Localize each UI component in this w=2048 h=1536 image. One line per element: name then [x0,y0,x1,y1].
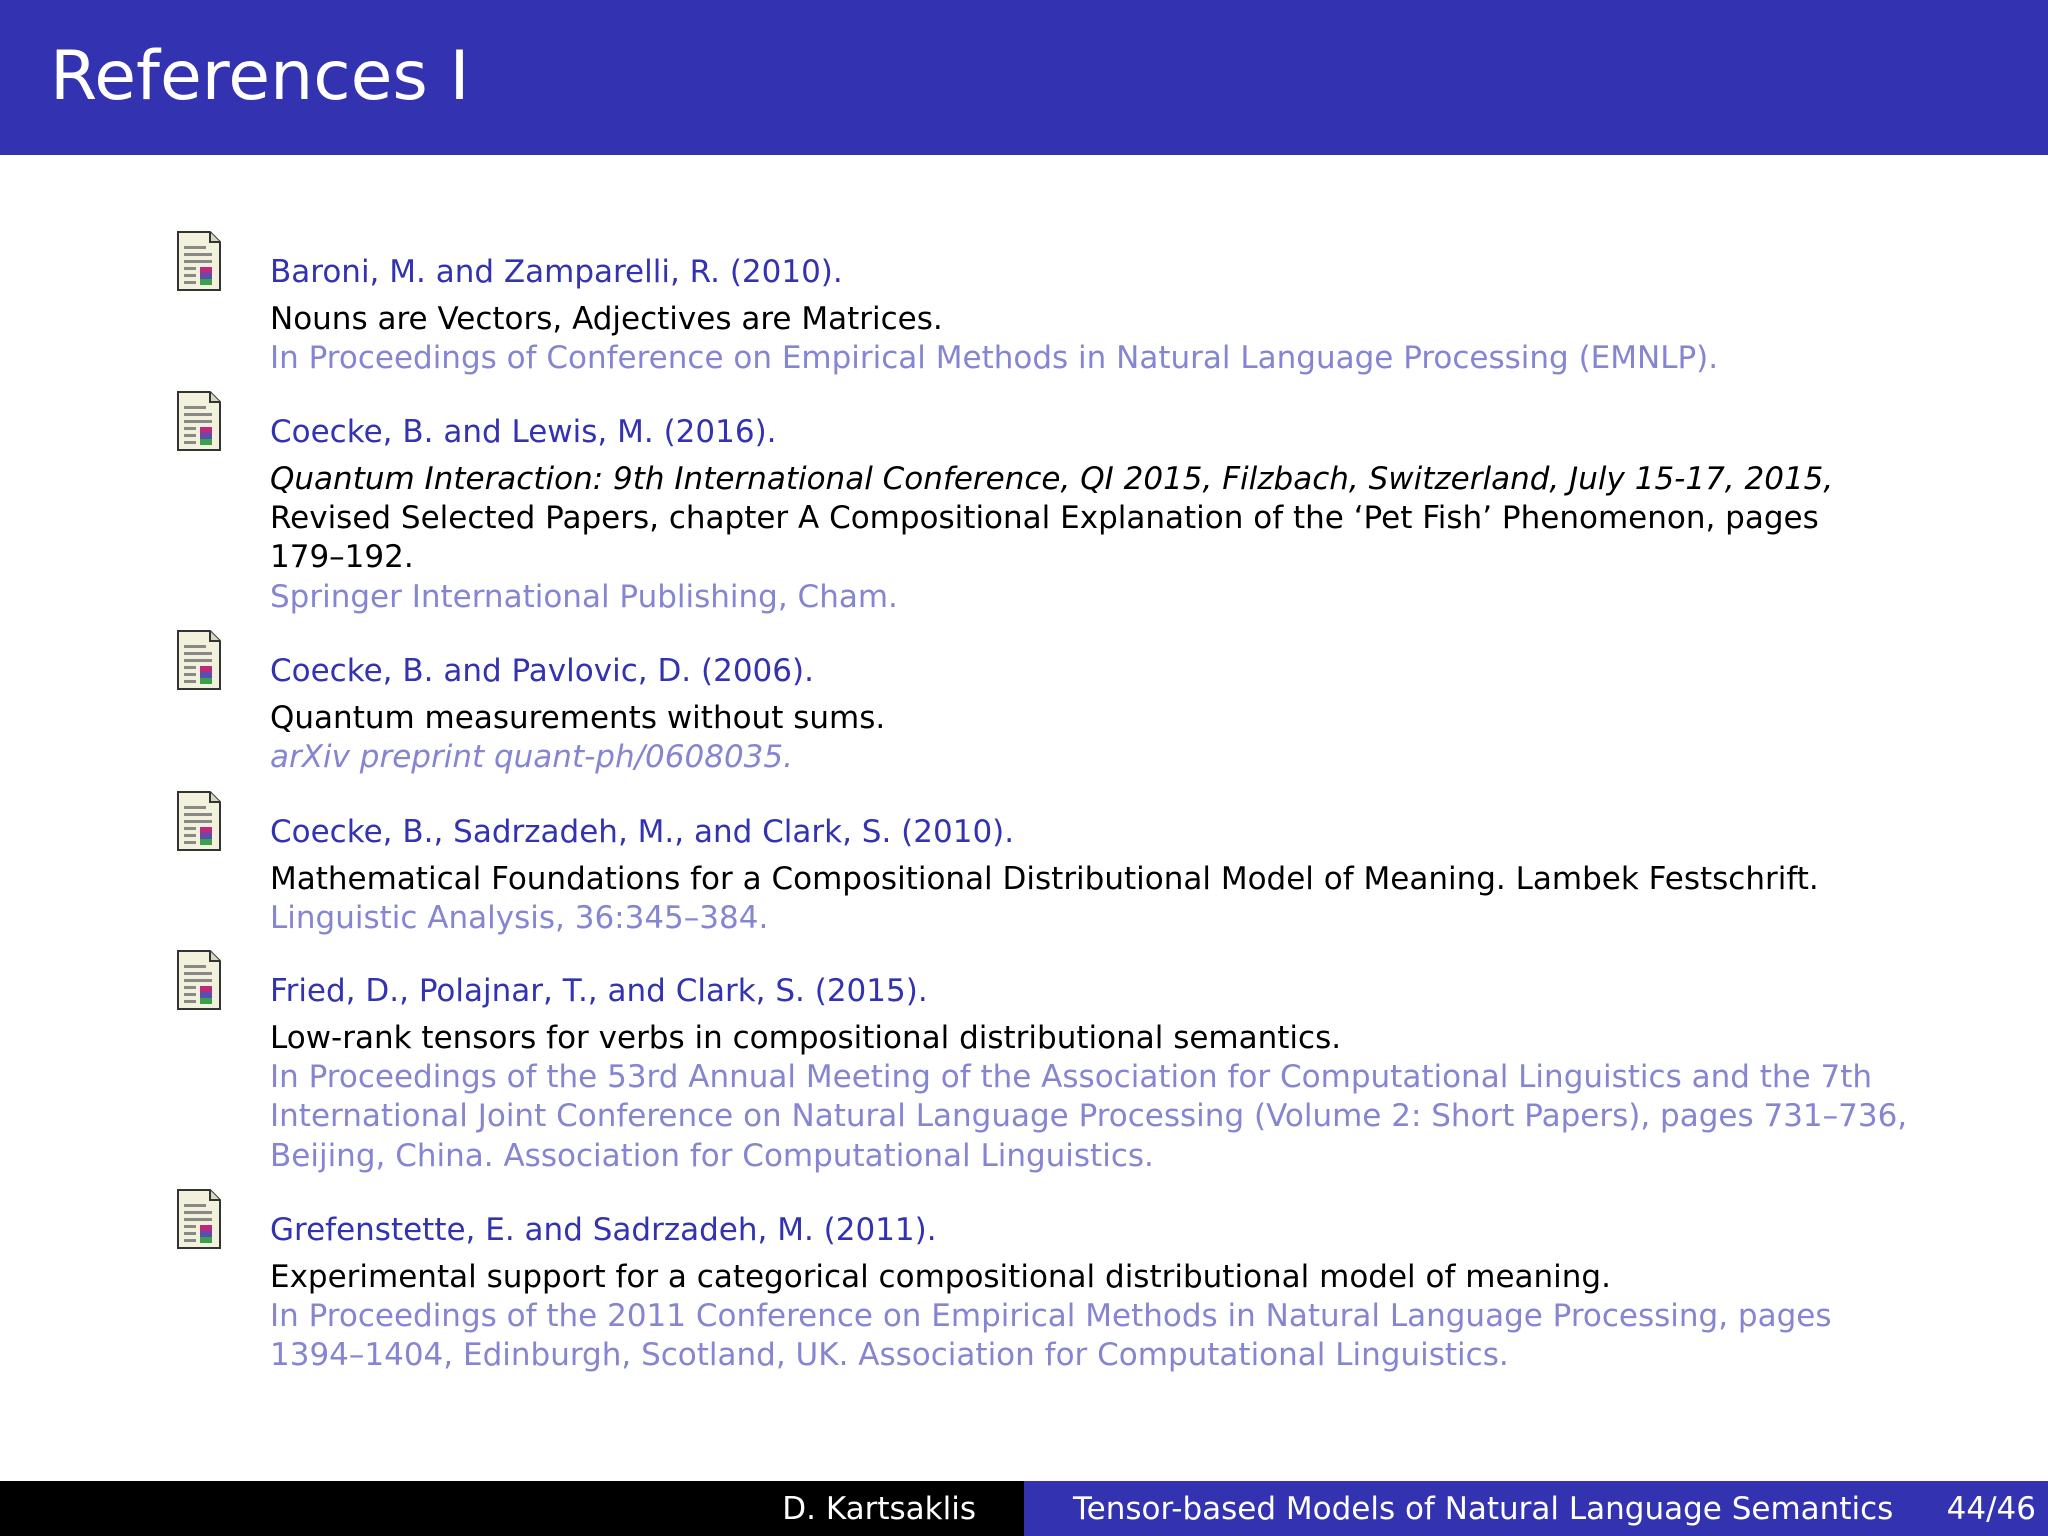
bib-document-icon [176,230,222,292]
footer-presentation-title: Tensor-based Models of Natural Language Semantics [1073,1491,1894,1527]
reference-venue: In Proceedings of the 2011 Conference on Empirical Methods in Natural Language Processing, pages [270,1298,1832,1334]
bib-document-icon [176,790,222,852]
reference-title: Experimental support for a categorical compositional distributional model of meaning. [270,1259,1611,1295]
reference-venue: Beijing, China. Association for Computational Linguistics. [270,1138,1154,1174]
reference-authors: Fried, D., Polajnar, T., and Clark, S. (2015). [270,973,928,1009]
reference-authors: Coecke, B. and Lewis, M. (2016). [270,414,777,450]
slide-header [0,0,2048,155]
reference-venue: International Joint Conference on Natural Language Processing (Volume 2: Short Papers), pages 731–736, [270,1098,1908,1134]
reference-venue: In Proceedings of the 53rd Annual Meeting of the Association for Computational Linguistics and the 7th [270,1059,1873,1095]
reference-title: Revised Selected Papers, chapter A Compositional Explanation of the ‘Pet Fish’ Phenomenon, pages [270,500,1819,536]
footer-author: D. Kartsaklis [782,1491,976,1527]
reference-venue: 1394–1404, Edinburgh, Scotland, UK. Association for Computational Linguistics. [270,1337,1509,1373]
reference-title: Mathematical Foundations for a Compositional Distributional Model of Meaning. Lambek Festschrift. [270,861,1819,897]
footer-page-number: 44/46 [1946,1491,2036,1527]
reference-title: 179–192. [270,539,414,575]
reference-venue: In Proceedings of Conference on Empirical Methods in Natural Language Processing (EMNLP). [270,340,1719,376]
reference-authors: Baroni, M. and Zamparelli, R. (2010). [270,254,843,290]
slide-title: References I [50,37,470,116]
bib-document-icon [176,629,222,691]
reference-venue: arXiv preprint quant-ph/0608035. [270,739,793,775]
reference-authors: Grefenstette, E. and Sadrzadeh, M. (2011). [270,1212,937,1248]
bib-document-icon [176,949,222,1011]
reference-title: Nouns are Vectors, Adjectives are Matrices. [270,301,943,337]
reference-authors: Coecke, B. and Pavlovic, D. (2006). [270,653,814,689]
reference-venue: Springer International Publishing, Cham. [270,579,898,615]
reference-authors: Coecke, B., Sadrzadeh, M., and Clark, S. (2010). [270,814,1015,850]
reference-venue: Linguistic Analysis, 36:345–384. [270,900,769,936]
reference-title: Quantum Interaction: 9th International Conference, QI 2015, Filzbach, Switzerland, July 15-17, 2015, [270,461,1834,497]
bib-document-icon [176,1188,222,1250]
reference-title: Low-rank tensors for verbs in compositional distributional semantics. [270,1020,1342,1056]
bib-document-icon [176,390,222,452]
reference-title: Quantum measurements without sums. [270,700,886,736]
